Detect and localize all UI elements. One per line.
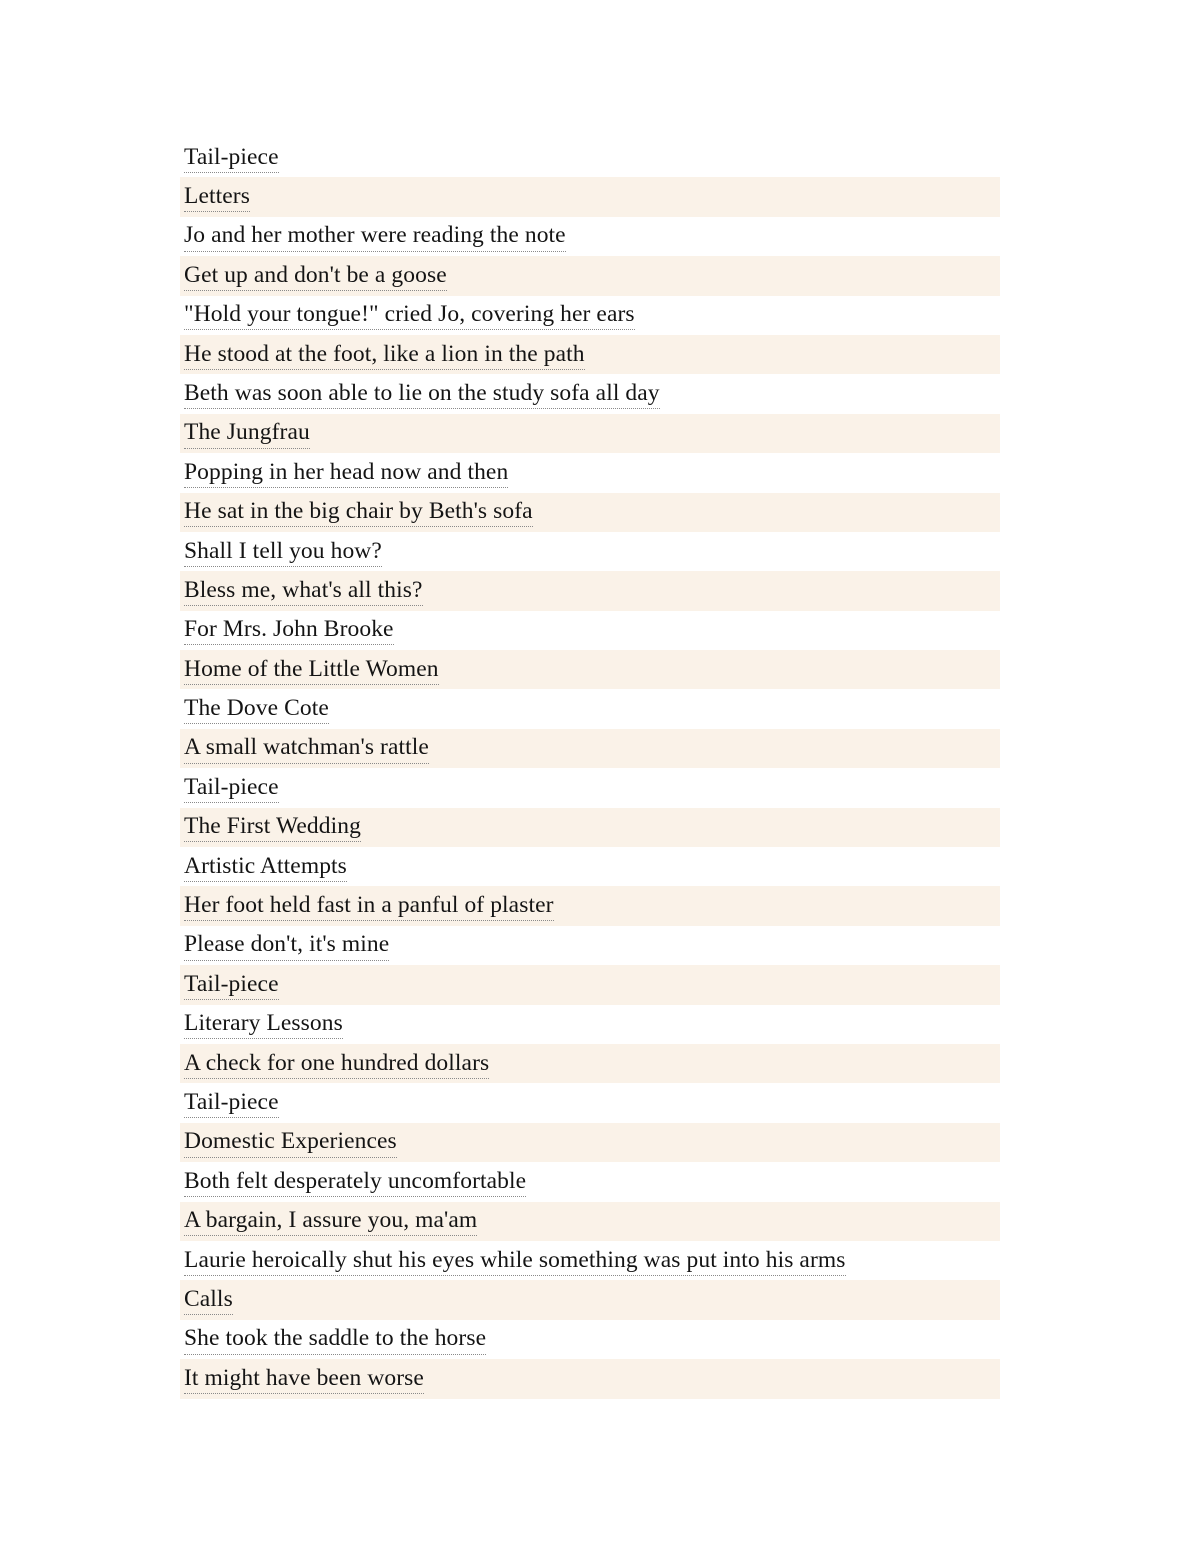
list-item [180, 256, 1000, 295]
list-item-label: Laurie heroically shut his eyes while something was put into his arms [184, 1246, 846, 1276]
list-item [180, 1280, 1000, 1319]
list-item [180, 1202, 1000, 1241]
list-item [180, 1162, 1000, 1201]
list-item-label: Home of the Little Women [184, 655, 439, 685]
list-item-label: It might have been worse [184, 1364, 424, 1394]
list-item-label: Jo and her mother were reading the note [184, 221, 566, 251]
list-item-label: "Hold your tongue!" cried Jo, covering her ears [184, 300, 635, 330]
list-item-label: Her foot held fast in a panful of plaster [184, 891, 554, 921]
list-item [180, 1359, 1000, 1398]
list-item [180, 611, 1000, 650]
list-item-label: A bargain, I assure you, ma'am [184, 1206, 477, 1236]
list-item [180, 1241, 1000, 1280]
list-item [180, 689, 1000, 728]
list-item-label: Tail-piece [184, 773, 279, 803]
list-item [180, 177, 1000, 216]
list-item-label: The First Wedding [184, 812, 361, 842]
list-item [180, 729, 1000, 768]
list-item [180, 217, 1000, 256]
list-item [180, 493, 1000, 532]
list-item [180, 965, 1000, 1004]
list-item-label: He sat in the big chair by Beth's sofa [184, 497, 533, 527]
list-item-label: Domestic Experiences [184, 1127, 397, 1157]
list-item [180, 414, 1000, 453]
list-item-label: Beth was soon able to lie on the study sofa all day [184, 379, 660, 409]
list-item [180, 532, 1000, 571]
list-item [180, 808, 1000, 847]
list-item [180, 296, 1000, 335]
list-item-label: She took the saddle to the horse [184, 1324, 486, 1354]
list-item-label: A check for one hundred dollars [184, 1049, 489, 1079]
list-item [180, 335, 1000, 374]
list-item [180, 768, 1000, 807]
list-item [180, 886, 1000, 925]
list-item-label: He stood at the foot, like a lion in the path [184, 340, 585, 370]
list-item [180, 1044, 1000, 1083]
list-item-label: Get up and don't be a goose [184, 261, 447, 291]
list-item [180, 1320, 1000, 1359]
list-item-label: Letters [184, 182, 250, 212]
list-item-label: For Mrs. John Brooke [184, 615, 394, 645]
list-item [180, 453, 1000, 492]
list-item [180, 1083, 1000, 1122]
list-item-label: Shall I tell you how? [184, 537, 382, 567]
list-item-label: Literary Lessons [184, 1009, 343, 1039]
list-item-label: Artistic Attempts [184, 852, 347, 882]
list-item-label: Calls [184, 1285, 233, 1315]
list-item-label: Bless me, what's all this? [184, 576, 423, 606]
list-item-label: Both felt desperately uncomfortable [184, 1167, 526, 1197]
illustration-entry-list [180, 138, 1000, 1399]
list-item [180, 138, 1000, 177]
list-item-label: Tail-piece [184, 1088, 279, 1118]
list-item-label: Tail-piece [184, 143, 279, 173]
list-item [180, 650, 1000, 689]
list-item [180, 571, 1000, 610]
list-item [180, 374, 1000, 413]
list-item-label: Tail-piece [184, 970, 279, 1000]
list-item [180, 1123, 1000, 1162]
list-item [180, 1005, 1000, 1044]
list-item [180, 926, 1000, 965]
list-item-label: Please don't, it's mine [184, 930, 389, 960]
list-item-label: A small watchman's rattle [184, 733, 429, 763]
list-item-label: The Jungfrau [184, 418, 310, 448]
list-item [180, 847, 1000, 886]
list-item-label: Popping in her head now and then [184, 458, 508, 488]
list-item-label: The Dove Cote [184, 694, 329, 724]
